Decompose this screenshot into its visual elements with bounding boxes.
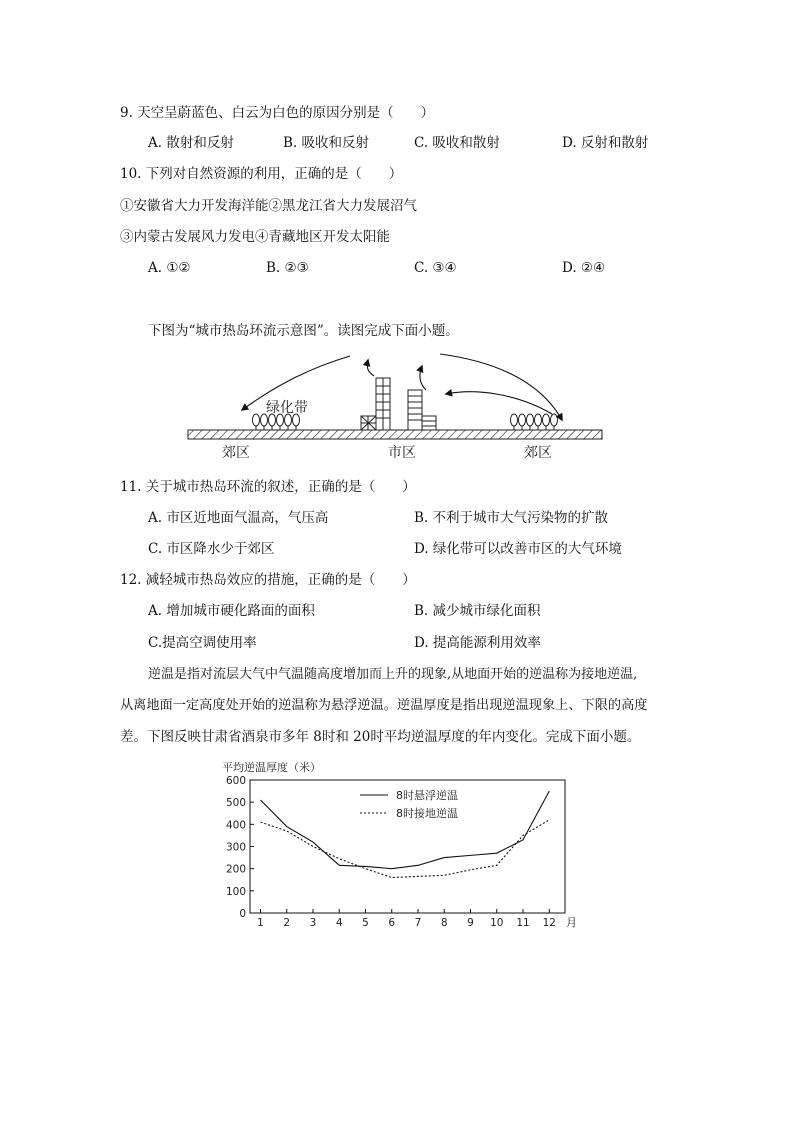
chart-ylabel: 平均逆温厚度（米） <box>222 761 321 774</box>
q12-option-d[interactable]: D. 提高能源利用效率 <box>414 635 541 651</box>
inversion-para-line2: 从离地面一定高度处开始的逆温称为悬浮逆温。逆温厚度是指出现逆温现象上、下限的高度 <box>120 698 648 713</box>
chart-xlabel: 月 <box>566 916 577 929</box>
q10-stem: 10. 下列对自然资源的利用，正确的是（ ） <box>120 166 403 182</box>
y-tick-label: 200 <box>225 863 246 876</box>
heat-island-intro: 下图为“城市热岛环流示意图”。读图完成下面小题。 <box>148 323 459 339</box>
q10-statement-line2: ③内蒙古发展风力发电④青藏地区开发太阳能 <box>120 229 390 245</box>
inversion-thickness-chart <box>210 755 590 935</box>
q9-option-a[interactable]: A. 散射和反射 <box>148 135 234 151</box>
ground-strip <box>188 430 602 439</box>
arrow-rise-left <box>367 360 374 376</box>
q11-stem: 11. 关于城市热岛环流的叙述，正确的是（ ） <box>120 479 416 495</box>
x-tick-label: 11 <box>516 917 530 929</box>
x-tick-label: 9 <box>467 917 474 929</box>
legend-label-ground: 8时接地逆温 <box>396 807 458 820</box>
q10-option-c[interactable]: C. ③④ <box>414 260 457 276</box>
q9-option-c[interactable]: C. 吸收和散射 <box>414 135 500 151</box>
y-tick-label: 300 <box>225 841 246 854</box>
suburb-left-label: 郊区 <box>222 445 250 461</box>
q10-statement-line1: ①安徽省大力开发海洋能②黑龙江省大力发展沼气 <box>120 198 417 214</box>
q12-stem: 12. 减轻城市热岛效应的措施，正确的是（ ） <box>120 572 416 588</box>
x-tick-label: 7 <box>414 917 422 929</box>
q9-option-d[interactable]: D. 反射和散射 <box>562 135 649 151</box>
x-tick-label: 12 <box>542 917 556 929</box>
y-tick-label: 600 <box>225 775 246 787</box>
q12-option-a[interactable]: A. 增加城市硬化路面的面积 <box>148 603 315 619</box>
arrow-ground-to-city-right <box>446 392 552 414</box>
x-tick-label: 2 <box>283 917 291 929</box>
city-buildings <box>361 378 436 430</box>
city-label: 市区 <box>388 445 416 461</box>
arrow-rise-right <box>420 366 426 390</box>
y-tick-label: 0 <box>239 908 246 920</box>
q11-option-b[interactable]: B. 不利于城市大气污染物的扩散 <box>414 510 609 526</box>
y-tick-label: 400 <box>225 819 246 832</box>
q12-option-b[interactable]: B. 减少城市绿化面积 <box>414 603 541 619</box>
x-tick-label: 8 <box>440 917 448 929</box>
q10-option-a[interactable]: A. ①② <box>148 260 191 276</box>
q12-option-c[interactable]: C.提高空调使用率 <box>148 635 257 651</box>
arrow-high-right <box>440 354 562 420</box>
q9-stem: 9. 天空呈蔚蓝色、白云为白色的原因分别是（ ） <box>120 105 435 121</box>
x-tick-label: 6 <box>388 917 396 929</box>
q11-option-c[interactable]: C. 市区降水少于郊区 <box>148 541 275 557</box>
q11-option-d[interactable]: D. 绿化带可以改善市区的大气环境 <box>414 541 622 557</box>
legend-label-suspended: 8时悬浮逆温 <box>396 789 458 802</box>
trees-right <box>511 414 558 430</box>
x-tick-label: 10 <box>490 917 504 929</box>
heat-island-diagram <box>180 350 610 465</box>
chart-legend <box>360 788 458 820</box>
y-tick-label: 100 <box>225 885 246 898</box>
q9-option-b[interactable]: B. 吸收和反射 <box>283 135 370 151</box>
x-tick-label: 5 <box>362 917 369 929</box>
series-line-suspended-inversion <box>261 791 550 869</box>
q11-option-a[interactable]: A. 市区近地面气温高，气压高 <box>148 510 329 526</box>
x-tick-label: 3 <box>309 917 317 929</box>
inversion-para-line1: 逆温是指对流层大气中气温随高度增加而上升的现象,从地面开始的逆温称为接地逆温, <box>148 667 638 682</box>
y-tick-label: 500 <box>225 797 246 810</box>
q10-option-d[interactable]: D. ②④ <box>562 260 606 276</box>
inversion-para-line3: 差。下图反映甘肃省酒泉市多年 8时和 20时平均逆温厚度的年内变化。完成下面小题。 <box>120 729 641 745</box>
x-tick-label: 4 <box>335 917 343 929</box>
q10-option-b[interactable]: B. ②③ <box>266 260 309 276</box>
suburb-right-label: 郊区 <box>524 445 552 461</box>
green-belt-label: 绿化带 <box>266 400 308 416</box>
trees-left <box>253 414 300 430</box>
x-tick-label: 1 <box>257 917 264 929</box>
